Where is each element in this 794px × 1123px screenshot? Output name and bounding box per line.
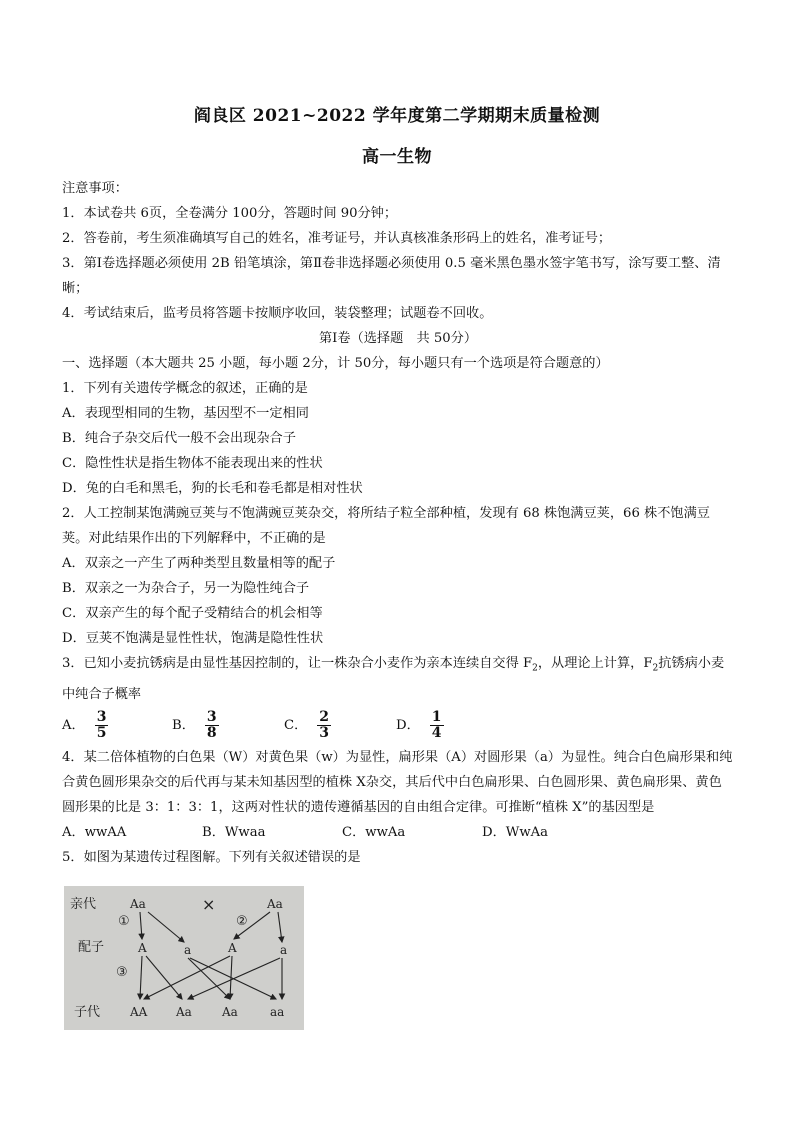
gamete-arrows — [140, 912, 282, 942]
option-c: C． $\frac{2}{3}$ — [284, 709, 330, 742]
offspring-aa-hetero-2: Aa — [222, 1005, 238, 1019]
question-stem: 2．人工控制某饱满豌豆荚与不饱满豌豆荚杂交，将所结子粒全部种植，发现有 68 株饱满豆荚，66 株不饱满豆荚。对此结果作出的下列解释中，不正确的是 — [62, 506, 710, 546]
offspring-aa-hetero-1: Aa — [176, 1005, 192, 1019]
fraction: $\frac{3}{5}$ — [96, 709, 107, 742]
note-item-4: 4．考试结束后，监考员将答题卡按顺序收回，装袋整理；试题卷不回收。 — [62, 306, 493, 321]
exam-title: 阎良区 2021~2022 学年度第二学期期末质量检测 — [193, 106, 601, 126]
fraction-options — [62, 709, 734, 743]
question-stem: 4．某二倍体植物的白色果（W）对黄色果（w）为显性，扁形果（A）对圆形果（a）为显性。纯合白色扁形果和纯合黄色圆形果杂交的后代再与某未知基因型的植株 X杂交，其后代中白色扁形果、白色圆形果、黄色扁形果、黄色圆形果的比是 3：1：3：1，这两对性状的遗传遵循基因的自由组合定律。可推断“植株 X”的基因型是 — [62, 749, 733, 815]
row-label-gamete: 配子 — [78, 940, 105, 955]
fertilization-arrows — [140, 956, 282, 999]
option-d: D．兔的白毛和黑毛，狗的长毛和卷毛都是相对性状 — [62, 481, 363, 496]
step-2-label: ② — [236, 914, 248, 929]
offspring-aa-dominant: AA — [130, 1005, 148, 1019]
question-stem: 5．如图为某遗传过程图解。下列有关叙述错误的是 — [62, 849, 361, 865]
question-stem: 1．下列有关遗传学概念的叙述，正确的是 — [62, 381, 308, 396]
option-c: C．隐性性状是指生物体不能表现出来的性状 — [62, 456, 323, 471]
section-instructions: 一、选择题（本大题共 25 小题，每小题 2分，计 50分，每小题只有一个选项是符合题意的） — [62, 356, 609, 371]
option-c: C．双亲产生的每个配子受精结合的机会相等 — [62, 606, 323, 621]
question-1 — [62, 376, 734, 501]
question-5 — [62, 845, 734, 870]
notes-heading: 注意事项： — [62, 181, 128, 196]
cross-diagram-svg — [64, 886, 304, 1030]
fraction: $\frac{3}{8}$ — [206, 709, 217, 742]
option-a: A．表现型相同的生物，基因型不一定相同 — [62, 406, 309, 421]
option-c: C．wwAa — [342, 824, 406, 840]
option-b: B．纯合子杂交后代一般不会出现杂合子 — [62, 431, 296, 446]
row-label-offspring: 子代 — [74, 1005, 101, 1020]
gamete-a-upper-left: A — [138, 941, 147, 955]
genetic-cross-diagram — [64, 886, 304, 1030]
note-item-2: 2．答卷前，考生须准确填写自己的姓名，准考证号，并认真核准条形码上的姓名，准考证号； — [62, 231, 612, 246]
note-item-3: 3．第Ⅰ卷选择题必须使用 2B 铅笔填涂，第Ⅱ卷非选择题必须使用 0.5 毫米黑色墨水签字笔书写，涂写要工整、清晰； — [62, 256, 721, 296]
cross-symbol: × — [202, 895, 216, 914]
question-stem: 3．已知小麦抗锈病是由显性基因控制的，让一株杂合小麦作为亲本连续自交得 $F_2$，从理论上计算，$F_2$抗锈病小麦中纯合子概率 — [62, 656, 725, 702]
option-a: A．wwAA — [62, 824, 127, 840]
parent-left: Aa — [130, 897, 146, 911]
gamete-a-lower-right: a — [280, 943, 288, 957]
option-a: A．双亲之一产生了两种类型且数量相等的配子 — [62, 556, 336, 571]
offspring-aa-recessive: aa — [270, 1005, 285, 1019]
option-b: B．Wwaa — [202, 824, 266, 840]
option-d: D．WwAa — [482, 824, 548, 840]
parent-right: Aa — [267, 897, 283, 911]
option-b: B．双亲之一为杂合子，另一为隐性纯合子 — [62, 581, 310, 596]
option-d: D． $\frac{1}{4}$ — [396, 709, 442, 742]
step-3-label: ③ — [116, 965, 128, 980]
gamete-a-lower-left: a — [184, 943, 192, 957]
exam-subject: 高一生物 — [362, 147, 432, 167]
question-3 — [62, 651, 734, 743]
note-item-1: 1．本试卷共 6页，全卷满分 100分，答题时间 90分钟； — [62, 206, 398, 221]
section-title: 第Ⅰ卷（选择题 共 50分） — [318, 331, 478, 346]
question-2 — [62, 501, 734, 651]
options-row — [62, 820, 734, 845]
step-1-label: ① — [118, 914, 130, 929]
fraction: $\frac{1}{4}$ — [431, 709, 442, 742]
fraction: $\frac{2}{3}$ — [319, 709, 330, 742]
option-a: A． $\frac{3}{5}$ — [62, 709, 107, 742]
question-4 — [62, 745, 734, 845]
gamete-a-upper-right: A — [228, 941, 237, 955]
option-d: D．豆荚不饱满是显性性状，饱满是隐性性状 — [62, 631, 324, 646]
option-b: B． $\frac{3}{8}$ — [172, 709, 217, 742]
exam-content — [62, 176, 734, 870]
row-label-parent: 亲代 — [70, 897, 97, 912]
